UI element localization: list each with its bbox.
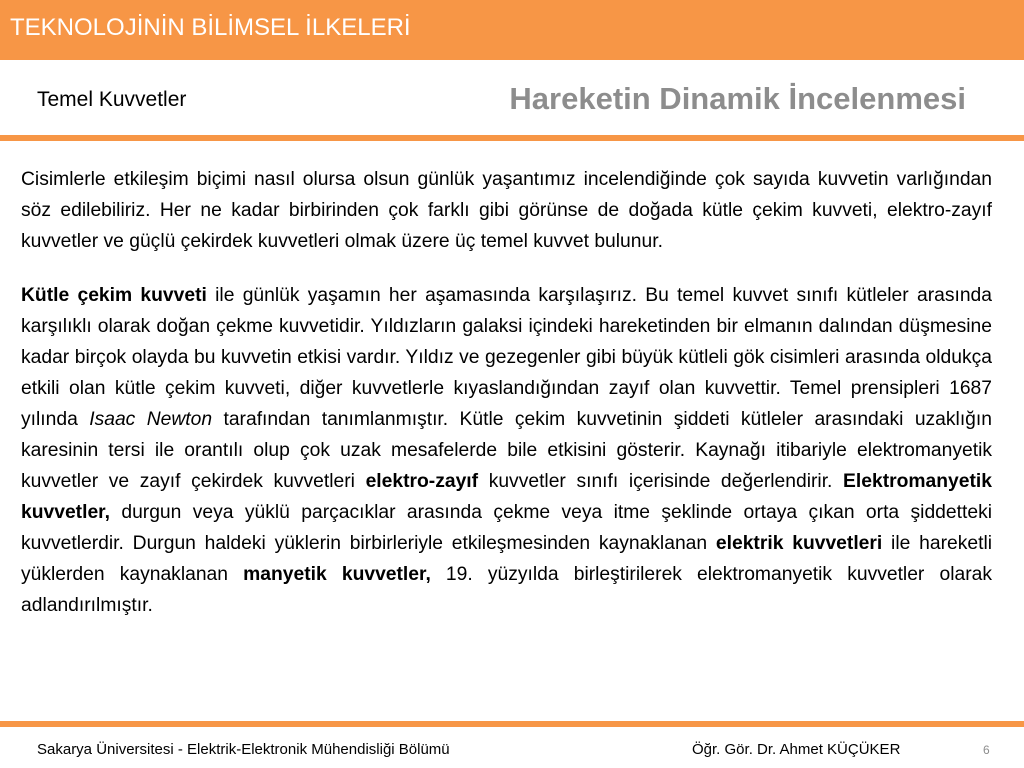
term-magnetic-forces: manyetik kuvvetler, — [243, 564, 431, 585]
bottom-divider — [0, 721, 1024, 727]
course-title: TEKNOLOJİNİN BİLİMSEL İLKELERİ — [10, 14, 411, 41]
top-banner — [0, 0, 1024, 60]
paragraph-2-text-d: durgun veya yüklü parçacıklar arasında çekme veya itme şeklinde ortaya çıkan orta şiddetteki kuvvetlerdir. Durgun haldeki yüklerin birbirleriyle etkileşmesinden kaynaklanan — [21, 502, 992, 554]
paragraph-2-text-a: ile günlük yaşamın her aşamasında karşılaşırız. Bu temel kuvvet sınıfı kütleler arasında karşılıklı olarak doğan çekme kuvvetidir. Yıldızların galaksi içindeki hareketinden bir elmanın dalından düşmesine kadar birçok olayda bu kuvvetin etkisi vardır. Yıldız ve gezegenler gibi büyük kütleli gök cisimleri arasında oldukça etkili olan kütle çekim kuvveti, diğer kuvvetlerle kıyaslandığından zayıf olan kuvvettir. Temel prensipleri 1687 yılında — [21, 285, 993, 430]
slide-body — [21, 164, 992, 621]
top-divider — [0, 135, 1024, 141]
paragraph-2-text-e: ile hareketli yüklerden kaynaklanan — [21, 533, 993, 585]
name-newton: Isaac Newton — [89, 409, 213, 430]
term-electroweak: elektro-zayıf — [365, 471, 479, 492]
body-paragraph-2 — [21, 280, 992, 621]
slide-title: Hareketin Dinamik İncelenmesi — [509, 81, 966, 116]
footer-author: Öğr. Gör. Dr. Ahmet KÜÇÜKER — [692, 741, 901, 758]
term-gravity: Kütle çekim kuvveti — [21, 285, 207, 306]
paragraph-2-text-c: kuvvetler sınıfı içerisinde değerlendirir. — [478, 471, 844, 492]
body-paragraph-1: Cisimlerle etkileşim biçimi nasıl olursa olsun günlük yaşantımız incelendiğinde çok sayıda kuvvetin varlığından söz edilebiliriz. Her ne kadar birbirinden çok farklı gibi görünse de doğada kütle çekim kuvveti, elektro-zayıf kuvvetler ve güçlü çekirdek kuvvetleri olmak üzere üç temel kuvvet bulunur. — [21, 169, 992, 252]
page-number: 6 — [983, 743, 990, 757]
footer-institution: Sakarya Üniversitesi - Elektrik-Elektronik Mühendisliği Bölümü — [37, 741, 450, 758]
section-label: Temel Kuvvetler — [37, 88, 187, 111]
term-electric-forces: elektrik kuvvetleri — [715, 533, 883, 554]
term-electromagnetic: Elektromanyetik kuvvetler, — [21, 471, 992, 523]
paragraph-2-text-f: 19. yüzyılda birleştirilerek elektromanyetik kuvvetler olarak adlandırılmıştır. — [21, 564, 992, 616]
paragraph-2-text-b: tarafından tanımlanmıştır. Kütle çekim kuvvetinin şiddeti kütleler arasındaki uzaklığın karesinin tersi ile orantılı olup çok uzak mesafelerde bile etkisini gösterir. Kaynağı itibariyle elektromanyetik kuvvetler ve zayıf çekirdek kuvvetleri — [21, 409, 992, 492]
